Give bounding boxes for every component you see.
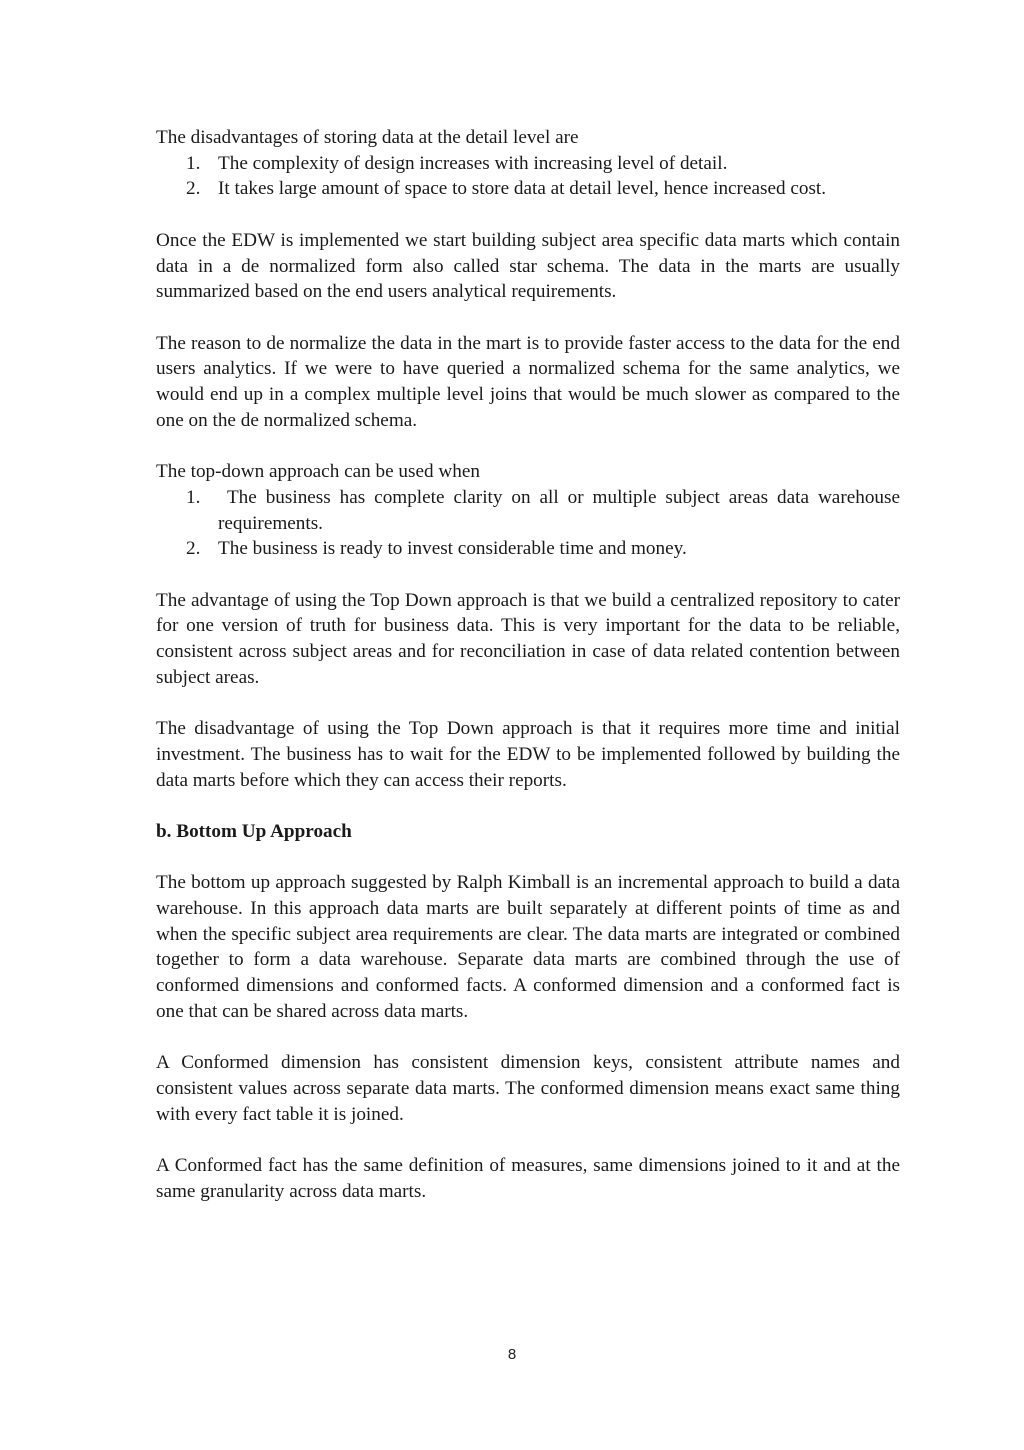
list-item-number: 1. [186, 486, 201, 508]
list-item-text: It takes large amount of space to store data at detail level, hence increased cost. [218, 178, 827, 200]
denormalize-reason-paragraph: The reason to de normalize the data in the mart is to provide faster access to the data for the end users analytics. If we were to have queried a normalized schema for the same analytics, we would end up in a complex multiple level joins that would be much slower as compared to the one on the de normalized schema. [156, 332, 900, 431]
bottom-up-paragraph: The bottom up approach suggested by Ralph Kimball is an incremental approach to build a data warehouse. In this approach data marts are built separately at different points of time as and when the specific subject area requirements are clear. The data marts are integrated or combined together to form a data warehouse. Separate data marts are combined through the use of conformed dimensions and conformed facts. A conformed dimension and a conformed fact is one that can be shared across data marts. [156, 872, 900, 1022]
disadvantages-list [156, 151, 900, 202]
topdown-intro: The top-down approach can be used when [156, 461, 480, 483]
section-heading: b. Bottom Up Approach [156, 820, 352, 842]
conformed-fact-paragraph: A Conformed fact has the same definition of measures, same dimensions joined to it and at the same granularity across data marts. [156, 1154, 900, 1202]
topdown-list [156, 485, 905, 562]
list-item-text: The complexity of design increases with increasing level of detail. [218, 152, 728, 174]
disadvantages-intro: The disadvantages of storing data at the detail level are [156, 127, 579, 148]
document-page [156, 125, 905, 1204]
list-item-number: 2. [186, 178, 201, 200]
list-item-number: 2. [186, 538, 201, 560]
conformed-dimension-paragraph: A Conformed dimension has consistent dimension keys, consistent attribute names and consistent values across separate data marts. The conformed dimension means exact same thing with every fact table it is joined. [156, 1052, 900, 1125]
topdown-advantage-paragraph: The advantage of using the Top Down approach is that we build a centralized repository to cater for one version of truth for business data. This is very important for the data to be reliable, consistent across subject areas and for reconciliation in case of data related contention between subject areas. [156, 589, 900, 688]
list-item-text: The business has complete clarity on all or multiple subject areas data warehouse requirements. [218, 486, 905, 534]
list-item [156, 151, 900, 177]
list-item [156, 485, 905, 536]
list-item [156, 536, 900, 562]
list-item-number: 1. [186, 152, 201, 174]
edw-paragraph: Once the EDW is implemented we start building subject area specific data marts which contain data in a de normalized form also called star schema. The data in the marts are usually summarized based on the end users analytical requirements. [156, 229, 900, 303]
topdown-disadvantage-paragraph: The disadvantage of using the Top Down approach is that it requires more time and initial investment. The business has to wait for the EDW to be implemented followed by building the data marts before which they can access their reports. [156, 718, 900, 791]
list-item [156, 176, 900, 202]
page-number: 8 [507, 1346, 517, 1363]
list-item-text: The business is ready to invest considerable time and money. [218, 538, 687, 560]
